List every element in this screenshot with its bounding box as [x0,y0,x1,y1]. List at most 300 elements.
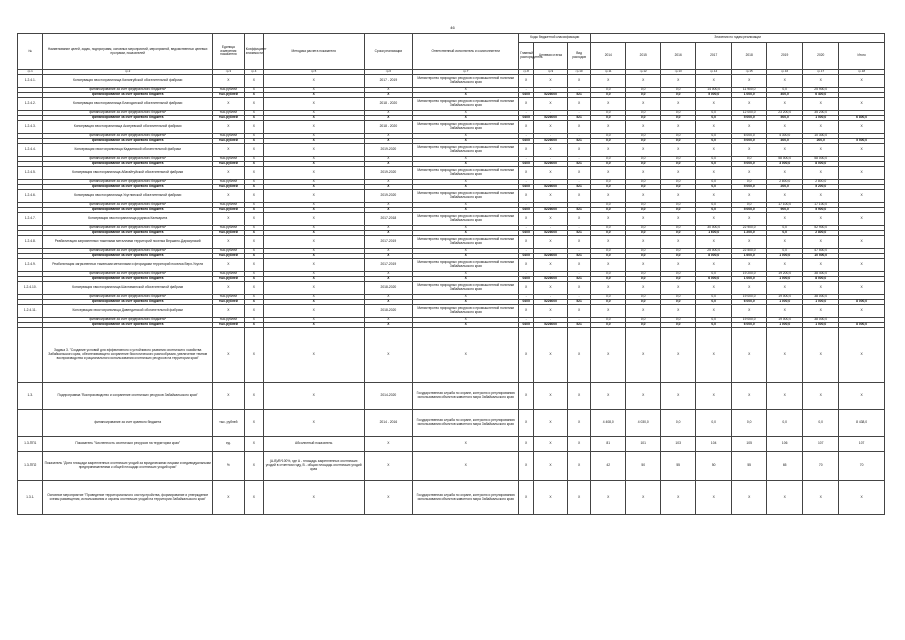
row-gr: 0405 [519,93,534,98]
value-cell: 0,0 [696,116,732,121]
value-cell: 8 000,0 [696,254,732,259]
x-cell: Х [567,282,590,295]
row-vr: - [567,203,590,208]
x-cell: Х [567,437,590,452]
x-cell: Х [534,167,568,180]
row-number: 1.2.4.8. [18,236,43,249]
x-cell: Х [803,75,839,88]
table-row [18,481,885,515]
value-cell: 104 [696,437,732,452]
table-row [18,259,885,272]
x-cell: Х [696,213,732,226]
value-cell: 2 800,0 [803,180,839,185]
value-cell: 8 438,0 [839,410,885,437]
value-cell: 0,0 [591,231,626,236]
x-cell: Х [534,213,568,226]
x-cell: Х [839,144,885,157]
x-cell: Х [767,259,803,272]
value-cell: 0,0 [591,323,626,328]
x-cell: Х [567,383,590,410]
row-article: - [534,226,568,231]
value-cell: 0,0 [661,249,696,254]
x-cell: Х [263,383,364,410]
x-cell: Х [732,328,767,383]
x-cell: Х [244,328,263,383]
row-unit: тыс.рублей [212,139,244,144]
value-cell: 0,0 [661,272,696,277]
value-cell: 0,0 [767,226,803,231]
value-cell: 0,0 [696,185,732,190]
value-cell: 8 000,0 [839,300,885,305]
x-cell: Х [732,75,767,88]
row-unit: тыс.рублей [212,249,244,254]
value-cell: 25 900,0 [803,88,839,93]
x-cell: Х [244,383,263,410]
x-cell: Х [212,75,244,88]
x-cell: Х [519,213,534,226]
value-cell: 0,0 [661,295,696,300]
row-unit: тыс.рублей [212,300,244,305]
value-cell: 23 200,0 [767,111,803,116]
row-responsible: Государственная служба по охране, контролю и регулированию использования объектов животного мира Забайкальского края [413,383,519,410]
value-cell: 0,0 [661,300,696,305]
x-cell: Х [519,190,534,203]
row-vr: - [567,318,590,323]
value-cell: 0,0 [696,300,732,305]
row-number: 1.2.4.9. [18,259,43,272]
row-number: 1.3.1. [18,481,43,515]
x-cell: Х [244,323,263,328]
value-cell: 19 000,0 [767,295,803,300]
row-gr: 0405 [519,277,534,282]
row-period: 2014-2020 [364,383,413,410]
value-cell: 0,0 [591,226,626,231]
header-name: Наименование целей, задач, подпрограмм, основных мероприятий, мероприятий, ведомственных целевых программ, показателей [43,34,213,70]
x-cell: Х [661,305,696,318]
row-responsible: Х [413,111,519,116]
x-cell: Х [839,190,885,203]
x-cell: Х [263,121,364,134]
row-gr: - [519,295,534,300]
value-cell: 0,0 [696,203,732,208]
value-cell: 5 000,0 [732,185,767,190]
value-cell: 8 000,0 [839,323,885,328]
value-cell: 0,0 [767,410,803,437]
x-cell: Х [519,328,534,383]
row-responsible: Х [413,208,519,213]
value-cell: 0,0 [661,203,696,208]
x-cell: Х [803,121,839,134]
x-cell: Х [244,226,263,231]
x-cell: Х [263,190,364,203]
x-cell: Х [263,410,364,437]
value-cell: 4 408,0 [591,410,626,437]
x-cell: Х [591,328,626,383]
value-cell: 0,0 [661,180,696,185]
row-article: 5226000 [534,254,568,259]
value-cell: 42 [591,452,626,481]
value-cell: 0,0 [661,318,696,323]
value-cell: 6 800,0 [839,116,885,121]
row-vr: 521 [567,185,590,190]
value-cell: 0,0 [661,410,696,437]
value-cell: 38 000,0 [803,318,839,323]
value-cell: 0,0 [661,162,696,167]
value-cell: 25 000,0 [696,249,732,254]
value-cell: 0,0 [626,208,661,213]
value-cell: 1 000,0 [767,300,803,305]
x-cell: Х [364,254,413,259]
x-cell: Х [244,139,263,144]
value-cell: 0,0 [767,88,803,93]
value-cell: 5 900,0 [803,208,839,213]
x-cell: Х [263,318,364,323]
x-cell: Х [732,213,767,226]
x-cell: Х [732,236,767,249]
x-cell: Х [263,277,364,282]
x-cell: Х [263,231,364,236]
x-cell: Х [364,452,413,481]
x-cell: Х [567,410,590,437]
x-cell: Х [567,121,590,134]
row-name: финансирование за счет краевого бюджета [43,231,213,236]
row-vr: 521 [567,93,590,98]
value-cell: 0,0 [661,88,696,93]
x-cell: Х [519,437,534,452]
row-name: финансирование за счет федерального бюджета* [43,203,213,208]
row-number: 1.2.4.5. [18,167,43,180]
value-cell: 0,0 [626,295,661,300]
row-name: финансирование за счет федерального бюджета* [43,111,213,116]
value-cell: 5 200,0 [803,185,839,190]
value-cell: 2 800,0 [803,231,839,236]
x-cell: Х [803,190,839,203]
value-cell: 19 000,0 [732,295,767,300]
value-cell: 19 200,0 [767,272,803,277]
x-cell: Х [534,305,568,318]
x-cell: Х [534,481,568,515]
row-responsible: Х [413,249,519,254]
value-cell: 0,0 [696,111,732,116]
row-responsible: Х [413,295,519,300]
row-gr: 0405 [519,208,534,213]
row-gr: 0405 [519,162,534,167]
value-cell: 0,0 [696,157,732,162]
header-group-codes: Коды бюджетной классификации [519,34,591,43]
row-number: 1.2.4.7. [18,213,43,226]
header-article: Целевая статья [534,43,568,70]
x-cell: Х [212,383,244,410]
row-unit: тыс.рублей [212,295,244,300]
value-cell: 0,0 [626,134,661,139]
value-cell: 5 000,0 [696,93,732,98]
x-cell: Х [696,383,732,410]
row-name: финансирование за счет краевого бюджета [43,277,213,282]
event-name: Основное мероприятие "Проведение территориального охотоустройства, формирование и утверждение схемы размещения, использования и охраны охотничьих угодий на территории Забайкальского края" [43,481,213,515]
x-cell: Х [767,481,803,515]
x-cell: Х [212,282,244,295]
row-vr: 521 [567,139,590,144]
value-cell: 0,0 [626,272,661,277]
row-article: - [534,111,568,116]
x-cell: Х [263,134,364,139]
row-period: 2019-2020 [364,167,413,180]
x-cell: Х [767,213,803,226]
row-number: 1.2.4.6. [18,190,43,203]
row-vr: - [567,295,590,300]
x-cell: Х [534,98,568,111]
row-gr: 0405 [519,185,534,190]
x-cell: Х [661,328,696,383]
row-article: - [534,134,568,139]
value-cell: 0,0 [661,226,696,231]
x-cell: Х [591,481,626,515]
value-cell: 0,0 [626,88,661,93]
x-cell: Х [803,259,839,272]
row-article: 5226000 [534,185,568,190]
x-cell: Х [839,121,885,134]
x-cell: Х [244,162,263,167]
row-name: финансирование за счет федерального бюджета* [43,249,213,254]
value-cell: 0,0 [626,162,661,167]
value-cell: 0,0 [696,139,732,144]
x-cell: Х [364,328,413,383]
value-cell: 0,0 [696,180,732,185]
value-cell: 0,0 [732,157,767,162]
row-period: 2014 - 2016 [364,410,413,437]
x-cell: Х [567,144,590,157]
x-cell: Х [767,121,803,134]
x-cell: Х [591,121,626,134]
program-table [17,33,885,515]
value-cell: 22 500,0 [732,249,767,254]
x-cell: Х [534,383,568,410]
value-cell: 0,0 [767,249,803,254]
row-responsible: Министерство природных ресурсов и промышленной политики Забайкальского края [413,167,519,180]
value-cell: 0,0 [591,208,626,213]
value-cell: 105 [732,437,767,452]
row-responsible: Министерство природных ресурсов и промышленной политики Забайкальского края [413,75,519,88]
indicator-row [18,437,885,452]
row-vr: 521 [567,116,590,121]
row-responsible: Министерство природных ресурсов и промышленной политики Забайкальского края [413,305,519,318]
x-cell: Х [732,167,767,180]
table-row [18,75,885,88]
x-cell: Х [244,98,263,111]
x-cell: Х [519,305,534,318]
row-responsible: Государственная служба по охране, контролю и регулированию использования объектов животного мира Забайкальского края [413,481,519,515]
x-cell: Х [263,98,364,111]
header-resp: Ответственный исполнитель и соисполнители [413,34,519,70]
x-cell: Х [263,259,364,272]
row-name: финансирование за счет федерального бюджета* [43,318,213,323]
x-cell: Х [661,121,696,134]
x-cell: Х [212,190,244,203]
x-cell: Х [534,282,568,295]
row-unit: тыс.рублей [212,111,244,116]
value-cell: 11 900,0 [732,88,767,93]
x-cell: Х [803,236,839,249]
row-gr: - [519,88,534,93]
row-vr: - [567,226,590,231]
x-cell: Х [244,282,263,295]
header-vr: Вид расходов [567,43,590,70]
x-cell: Х [263,272,364,277]
row-responsible: Х [413,254,519,259]
x-cell: Х [626,328,661,383]
x-cell: Х [696,190,732,203]
header-no: № [18,34,43,70]
x-cell: Х [212,167,244,180]
x-cell: Х [263,323,364,328]
x-cell: Х [696,167,732,180]
value-cell: 0,0 [696,410,732,437]
row-vr: - [567,134,590,139]
value-cell: 0,0 [626,277,661,282]
header-gr: Главный распорядитель [519,43,534,70]
x-cell: Х [263,157,364,162]
row-unit: тыс.рублей [212,254,244,259]
header-coef: Коэффициент значимости [244,34,263,70]
x-cell: Х [364,111,413,116]
x-cell: Х [626,259,661,272]
value-cell: 0,0 [661,323,696,328]
row-name: Консервация хвостохранилища Шахтаминской обогатительной фабрики [43,282,213,295]
value-cell: 0,0 [661,139,696,144]
x-cell: Х [803,167,839,180]
value-cell: 0,0 [591,249,626,254]
x-cell: Х [591,236,626,249]
row-gr: - [519,203,534,208]
row-name: финансирование за счет федерального бюджета* [43,134,213,139]
x-cell: Х [263,75,364,88]
row-gr: - [519,157,534,162]
x-cell: Х [591,305,626,318]
x-cell: Х [244,259,263,272]
row-responsible: Х [413,226,519,231]
value-cell: 70 [803,452,839,481]
table-row [18,236,885,249]
x-cell: Х [591,282,626,295]
x-cell: Х [732,98,767,111]
row-article: - [534,180,568,185]
header-year-2020: 2020 [803,43,839,70]
x-cell: Х [567,305,590,318]
x-cell: Х [767,98,803,111]
x-cell: Х [591,75,626,88]
row-name: финансирование за счет краевого бюджета [43,410,213,437]
x-cell: Х [567,481,590,515]
x-cell: Х [696,328,732,383]
row-responsible: Х [413,185,519,190]
row-responsible: Х [413,300,519,305]
value-cell: 0,0 [591,180,626,185]
value-cell: 0,0 [767,231,803,236]
x-cell: Х [364,277,413,282]
row-vr: 521 [567,231,590,236]
value-cell: 107 [803,437,839,452]
table-row [18,282,885,295]
x-cell: Х [696,282,732,295]
value-cell: 0,0 [591,318,626,323]
row-gr: - [519,111,534,116]
header-year-2014: 2014 [591,43,626,70]
header-year-2017: 2017 [696,43,732,70]
value-cell: 0,0 [626,300,661,305]
x-cell: Х [212,121,244,134]
value-cell: 1 200,0 [732,231,767,236]
x-cell: Х [364,93,413,98]
row-vr: - [567,111,590,116]
value-cell: 5 000,0 [732,162,767,167]
x-cell: Х [212,481,244,515]
x-cell: Х [244,185,263,190]
x-cell: Х [839,328,885,383]
value-cell: 1 000,0 [803,323,839,328]
row-vr: 521 [567,162,590,167]
value-cell: 0,0 [591,277,626,282]
x-cell: Х [263,213,364,226]
x-cell: Х [263,249,364,254]
row-period: 2018 - 2020 [364,121,413,134]
x-cell: Х [591,167,626,180]
header-unit: Единица измерения показателя [212,34,244,70]
row-article: - [534,318,568,323]
x-cell: Х [696,481,732,515]
x-cell: Х [364,208,413,213]
value-cell: 17 100,0 [767,203,803,208]
row-responsible: Министерство природных ресурсов и промышленной политики Забайкальского края [413,213,519,226]
value-cell: 0,0 [626,203,661,208]
x-cell: Х [244,410,263,437]
x-cell: Х [413,452,519,481]
x-cell: Х [534,190,568,203]
row-unit: тыс.рублей [212,162,244,167]
x-cell: Х [364,157,413,162]
row-name: Консервация хвостохранилища Калангуйской обогатительной фабрики [43,75,213,88]
x-cell: Х [519,98,534,111]
value-cell: 1 600,0 [732,254,767,259]
x-cell: Х [364,226,413,231]
value-cell: 0,0 [626,139,661,144]
x-cell: Х [364,249,413,254]
value-cell: 19 000,0 [732,318,767,323]
row-article: 5226000 [534,116,568,121]
row-method: (А-В)/В*100%, где А - площадь закрепленных охотничьих угодий в отчетном году, В - общая площадь охотничьих угодий края [263,452,364,481]
header-year-2018: 2018 [732,43,767,70]
x-cell: Х [661,259,696,272]
value-cell: 0,0 [591,295,626,300]
value-cell: 101 [626,437,661,452]
x-cell: Х [591,213,626,226]
row-number: 1.3-ПП2 [18,452,43,481]
row-name: финансирование за счет федерального бюджета* [43,226,213,231]
x-cell: Х [803,383,839,410]
row-name: Консервация хвостохранилища Абагайтуйской обогатительной фабрики [43,167,213,180]
row-period: 2017-2019 [364,259,413,272]
row-unit: тыс.рублей [212,272,244,277]
x-cell: Х [364,295,413,300]
value-cell: 0,0 [591,157,626,162]
value-cell: 3 000,0 [767,162,803,167]
x-cell: Х [364,481,413,515]
x-cell: Х [696,75,732,88]
x-cell: Х [534,75,568,88]
x-cell: Х [626,190,661,203]
x-cell: Х [661,282,696,295]
x-cell: Х [364,231,413,236]
row-name: финансирование за счет краевого бюджета [43,139,213,144]
